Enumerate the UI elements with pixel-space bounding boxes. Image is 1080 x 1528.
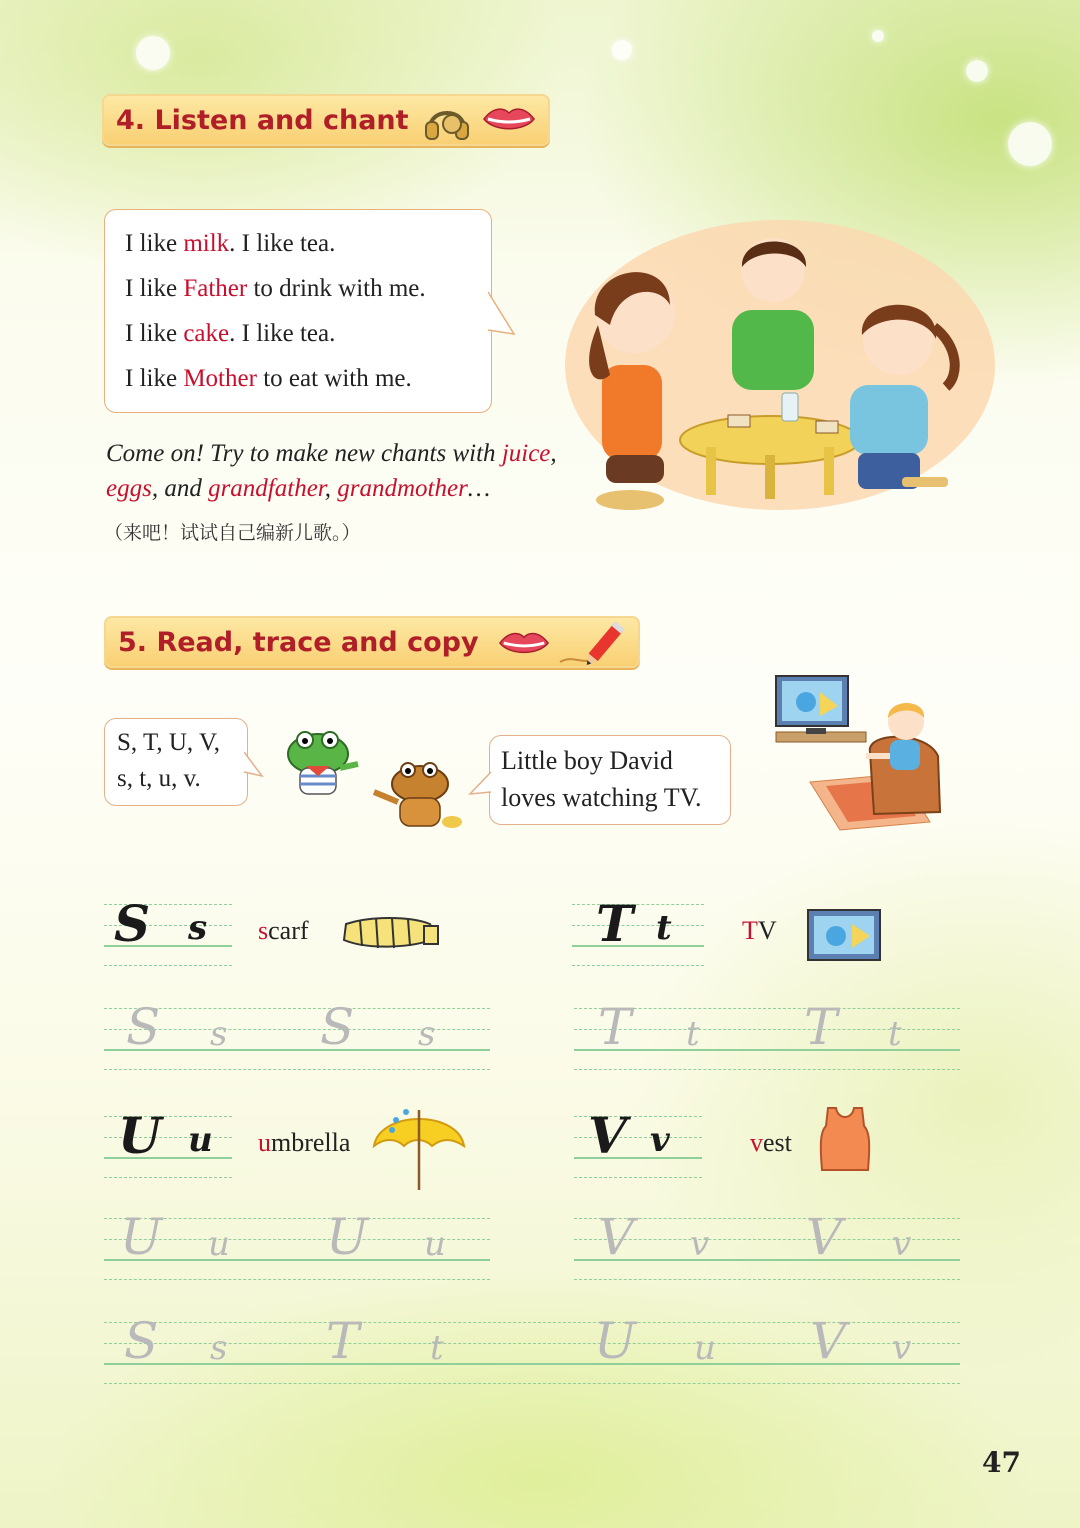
boy-bubble-line-1: Little boy David — [501, 746, 673, 775]
scarf-icon — [340, 914, 440, 954]
trace-letter[interactable]: V — [598, 1208, 635, 1266]
trace-letter[interactable]: T — [804, 998, 838, 1056]
chant-line: I like milk. I like tea. — [125, 230, 336, 257]
model-letter-upper: S — [114, 894, 151, 953]
frog-speech-bubble — [104, 718, 248, 806]
toad-illustration — [368, 758, 464, 830]
trace-letter[interactable]: S — [126, 998, 161, 1056]
chant-prompt-chinese: （来吧！试试自己编新儿歌。） — [104, 522, 361, 544]
chant-prompt-line-1: Come on! Try to make new chants with juice, — [106, 440, 557, 467]
vocab-word-scarf: scarf — [258, 916, 309, 945]
trace-letter[interactable]: S — [124, 1312, 159, 1370]
model-letter-lower: t — [656, 908, 672, 948]
family-at-table-illustration — [520, 215, 1000, 535]
model-letter-lower: u — [188, 1120, 213, 1160]
trace-letter[interactable]: u — [694, 1328, 716, 1368]
trace-letter[interactable]: s — [210, 1328, 228, 1368]
bubble-decoration — [136, 36, 170, 70]
trace-letter[interactable]: U — [120, 1208, 163, 1266]
vocab-word-umbrella: umbrella — [258, 1128, 351, 1157]
pencil-icon — [556, 618, 630, 668]
boy-bubble-line-2: loves watching TV. — [501, 783, 702, 812]
trace-letter[interactable]: s — [418, 1014, 436, 1054]
page-number: 47 — [982, 1446, 1021, 1479]
section-5-header — [104, 616, 640, 668]
writing-guide — [572, 904, 704, 965]
trace-letter[interactable]: T — [326, 1312, 360, 1370]
section-5-title: 5. Read, trace and copy — [118, 626, 479, 658]
speech-bubble-tail — [488, 290, 518, 340]
trace-letter[interactable]: T — [598, 998, 632, 1056]
vocab-word-tv: TV — [742, 916, 777, 945]
trace-letter[interactable]: u — [208, 1224, 230, 1264]
trace-letter[interactable]: u — [424, 1224, 446, 1264]
chant-line: I like Father to drink with me. — [125, 275, 426, 302]
chant-line: I like cake. I like tea. — [125, 320, 336, 347]
trace-letter[interactable]: t — [686, 1014, 700, 1054]
model-letter-upper: U — [118, 1106, 162, 1165]
lips-icon — [498, 628, 550, 658]
headphones-icon — [424, 100, 470, 142]
umbrella-icon — [370, 1102, 468, 1194]
chant-line: I like Mother to eat with me. — [125, 365, 412, 392]
bubble-decoration — [612, 40, 632, 60]
trace-letter[interactable]: U — [326, 1208, 369, 1266]
section-4-title: 4. Listen and chant — [116, 104, 409, 136]
frog-bubble-line-2: s, t, u, v. — [117, 765, 201, 792]
trace-letter[interactable]: v — [892, 1224, 912, 1264]
vocab-word-vest: vest — [750, 1128, 792, 1157]
tv-icon — [806, 908, 882, 962]
trace-letter[interactable]: t — [888, 1014, 902, 1054]
trace-letter[interactable]: t — [430, 1328, 444, 1368]
bubble-decoration — [1008, 122, 1052, 166]
chant-speech-bubble — [104, 209, 492, 413]
speech-bubble-tail — [468, 770, 492, 800]
boy-watching-tv-illustration — [770, 672, 952, 832]
frog-bubble-line-1: S, T, U, V, — [117, 729, 221, 756]
trace-letter[interactable]: V — [806, 1208, 843, 1266]
vest-icon — [818, 1106, 872, 1174]
writing-guide — [574, 1008, 960, 1069]
model-letter-lower: v — [650, 1120, 670, 1160]
section-4-header — [102, 94, 550, 146]
bubble-decoration — [966, 60, 988, 82]
boy-speech-bubble — [489, 735, 731, 825]
speech-bubble-tail — [244, 750, 266, 780]
trace-letter[interactable]: V — [810, 1312, 847, 1370]
model-letter-upper: T — [596, 894, 634, 953]
trace-letter[interactable]: v — [892, 1328, 912, 1368]
trace-letter[interactable]: U — [594, 1312, 637, 1370]
bubble-decoration — [872, 30, 884, 42]
chant-prompt-line-2: eggs, and grandfather, grandmother… — [106, 475, 491, 502]
model-letter-upper: V — [588, 1106, 627, 1165]
trace-letter[interactable]: s — [210, 1014, 228, 1054]
frog-illustration — [270, 728, 368, 800]
model-letter-lower: s — [188, 908, 208, 948]
lips-icon — [482, 104, 536, 134]
trace-letter[interactable]: S — [320, 998, 355, 1056]
trace-letter[interactable]: v — [690, 1224, 710, 1264]
